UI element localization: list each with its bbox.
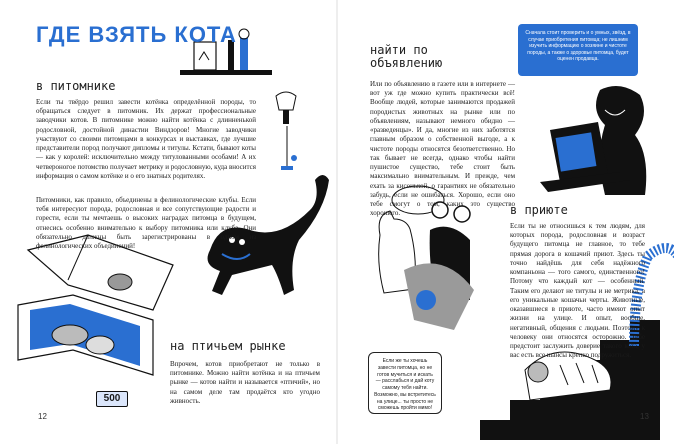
shelter-paragraph: Если ты не относишься к тем людям, для которых порода, родословная и возраст будущего питомца не главное, то тебе прямая дорога в кошачий приют. Здесь ты точно найдёшь для себя надёжного компаньона — того самого, единственного! Потому что каждый кот — особенный. Таким его делают не титулы и не метрика, а его уникальные кошачьи черты. Животные, оказавшиеся в приюте, часто имеют опыт жизни на улице. И опыт, вообще, негативный, общения с людьми. Поэтому к человеку они относятся осторожно. Тебе предстоит заслужить доверие такого кота, у вас есть все шансы крепко подружиться. xyxy=(510,222,645,360)
boxes-with-cats-illustration xyxy=(18,235,173,375)
section-heading-nursery: в питомнике xyxy=(36,79,116,93)
nursery-paragraph-1: Если ты твёрдо решил завести котёнка определённой породы, то обращаться следует в питомник. Их держат профессиональные заводчики котов. В питомнике можно найти котёнка с длинненькой родословной, достойной династии Виндзоров! Многие заводчики участвуют со своими питомцами в конкурсах и выставках, где лучшие представители пород получают дипломы и титулы. Кстати, бывают коты — как у королей: исключительно между титулованными особами! А их четвероногое потомство получает метрику и родословную, куда вносится информация о самом котёнке и о его знатных родителях. xyxy=(36,98,256,180)
page-number-right: 13 xyxy=(640,412,649,421)
section-heading-ad: найти по объявлению xyxy=(370,43,443,71)
bird-market-paragraph: Впрочем, котов приобретают не только в питомнике. Можно найти котёнка и на птичьем рынке — котов найти и называется «птичий», но на самом деле там продаётся кто угодно живность. xyxy=(170,360,320,405)
page-title: ГДЕ ВЗЯТЬ КОТА xyxy=(36,22,237,47)
street-cat-note: Если же ты хочешь завести питомца, но не готов мучиться и искать — расслабься и дай коту самому тебя найти. Возможно, вы встретитесь на улице... ты просто не сможешь пройти мимо! xyxy=(368,352,442,414)
section-heading-shelter: в приюте xyxy=(510,203,568,217)
price-tag: 500 xyxy=(96,391,128,407)
tip-bubble: Сначала стоит проверить и о умных, звёзд, в случае приобретения питомца; не лишним изучить информацию о хозяине и чистоте породы, а также о здоровье питомца, будет оценен продавца. xyxy=(518,24,638,76)
nursery-paragraph-2: Питомники, как правило, объединены в фелинологические клубы. Если тебя интересуют порода, родословная и все сопутствующие радости и горести, если ты мечтаешь о высоких наградах питомца в будущем, отнесись особенно внимательно к выбору питомника или клуба. Они обязательно должны быть зарегистрированы в одном из фелинологических объединений! xyxy=(36,196,256,251)
ad-paragraph: Или по объявлению в газете или в интернете — вот уж где можно купить практически всё! Вообще людей, которые занимаются продажей породистых животных на рынке или по объявлениям, называют немного обидно — «разведенцы». И да, многие из них заботятся главным образом о собственной выгоде, а к чистоте породы относятся безответственно. Но так бывает не всегда, однако чтобы найти пушистое существо, тебе стоит быть максимально внимательным. И прежде, чем ехать за кисонькой, о гарантиях не обязательно забудь, если не ошибаться. Хорошо, если оно тебе смогут о том, каких это существо хорошего. xyxy=(370,80,515,218)
section-heading-bird-market: на птичьем рынке xyxy=(170,339,286,353)
laptop-person-illustration xyxy=(540,86,646,195)
page-number-left: 12 xyxy=(38,412,47,421)
